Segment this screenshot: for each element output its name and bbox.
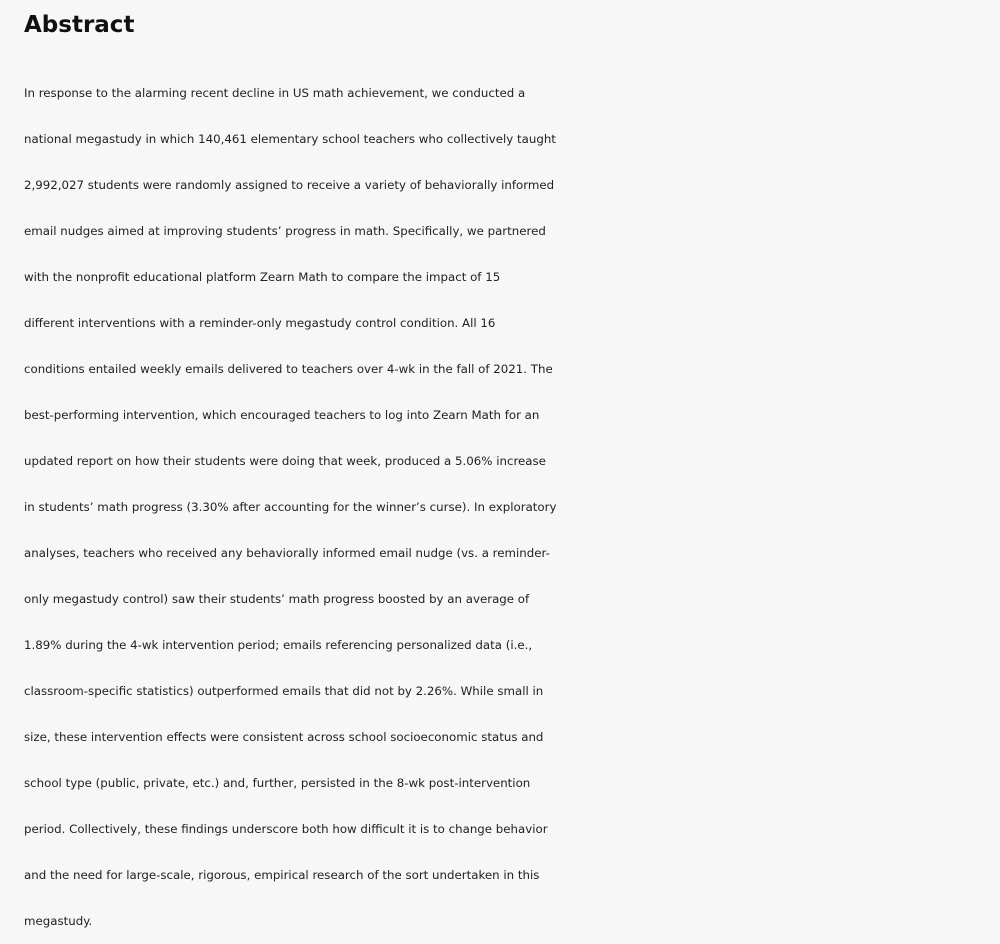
abstract-line: classroom-specific statistics) outperformed emails that did not by 2.26%. While small in xyxy=(24,684,544,698)
abstract-line: school type (public, private, etc.) and, further, persisted in the 8-wk post-intervention xyxy=(24,776,531,790)
abstract-line: in students’ math progress (3.30% after accounting for the winner’s curse). In exploratory xyxy=(24,500,557,514)
abstract-line: updated report on how their students were doing that week, produced a 5.06% increase xyxy=(24,454,546,468)
abstract-line: size, these intervention effects were consistent across school socioeconomic status and xyxy=(24,730,544,744)
abstract-line: conditions entailed weekly emails delivered to teachers over 4-wk in the fall of 2021. The xyxy=(24,362,553,376)
abstract-line: period. Collectively, these findings underscore both how difficult it is to change behavior xyxy=(24,822,548,836)
abstract-line: megastudy. xyxy=(24,914,93,928)
abstract-line: with the nonprofit educational platform Zearn Math to compare the impact of 15 xyxy=(24,270,501,284)
abstract-line: best-performing intervention, which encouraged teachers to log into Zearn Math for an xyxy=(24,408,540,422)
abstract-line: and the need for large-scale, rigorous, empirical research of the sort undertaken in this xyxy=(24,868,540,882)
abstract-line: only megastudy control) saw their students’ math progress boosted by an average of xyxy=(24,592,530,606)
abstract-line: 2,992,027 students were randomly assigned to receive a variety of behaviorally informed xyxy=(24,178,555,192)
abstract-line: 1.89% during the 4-wk intervention period; emails referencing personalized data (i.e., xyxy=(24,638,533,652)
abstract-body xyxy=(24,70,984,944)
abstract-section xyxy=(24,0,984,944)
abstract-line: analyses, teachers who received any behaviorally informed email nudge (vs. a reminder- xyxy=(24,546,550,560)
abstract-line: different interventions with a reminder-only megastudy control condition. All 16 xyxy=(24,316,496,330)
abstract-line: In response to the alarming recent decline in US math achievement, we conducted a xyxy=(24,86,526,100)
abstract-line: national megastudy in which 140,461 elementary school teachers who collectively taught xyxy=(24,132,556,146)
abstract-heading: Abstract xyxy=(24,12,135,38)
abstract-line: email nudges aimed at improving students’ progress in math. Specifically, we partnered xyxy=(24,224,546,238)
